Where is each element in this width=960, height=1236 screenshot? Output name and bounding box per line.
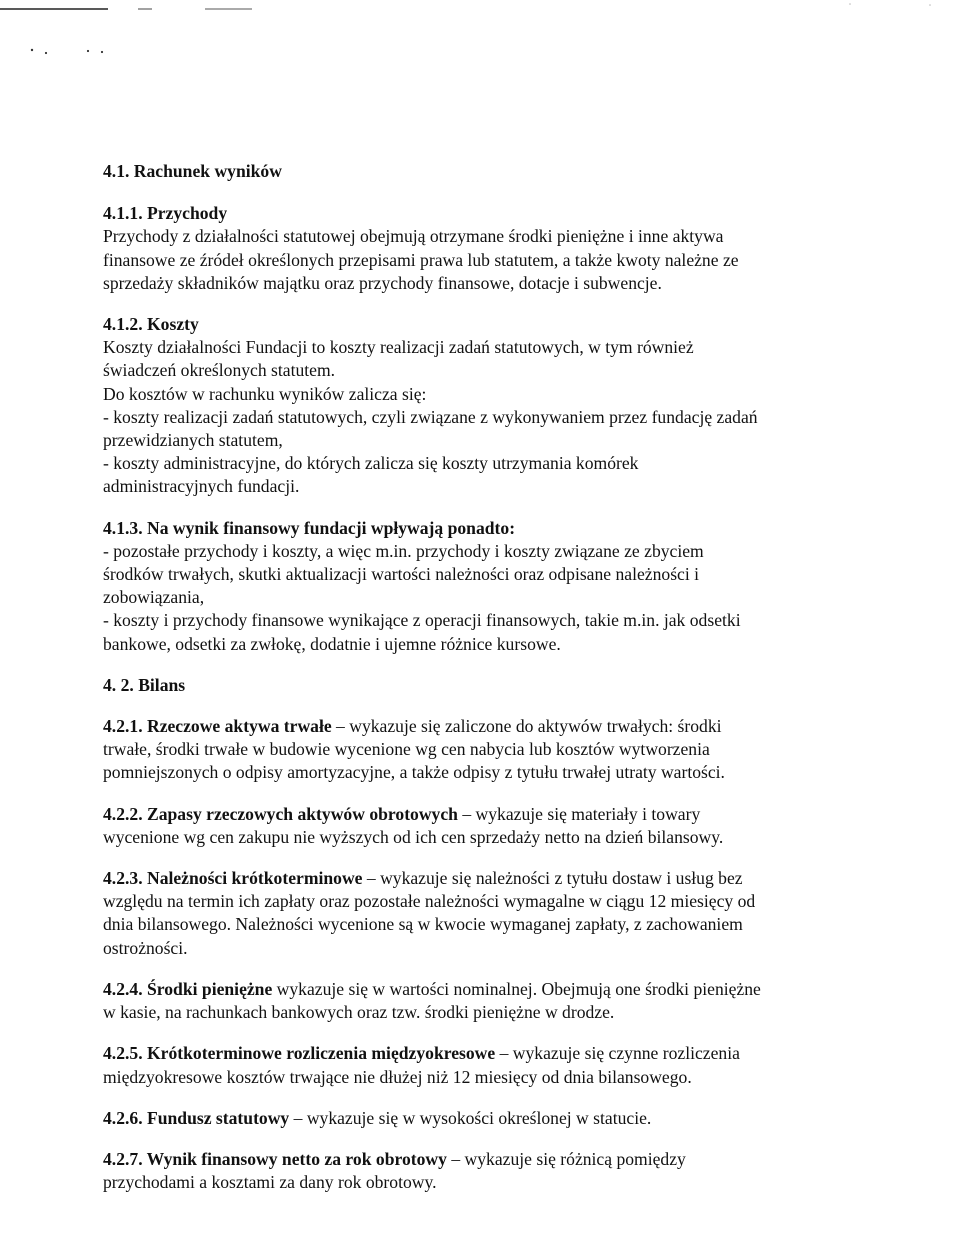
heading-4-2-4: 4.2.4. Środki pieniężne (103, 978, 273, 999)
section-4-1-2 (103, 313, 848, 499)
heading-4-2-3: 4.2.3. Należności krótkoterminowe (103, 868, 363, 889)
document-page (103, 160, 848, 1194)
section-4-2 (103, 674, 848, 697)
section-4-2-5 (103, 1042, 848, 1088)
text-line: administracyjnych fundacji. (103, 476, 300, 497)
text-line: - pozostałe przychody i koszty, a więc m.in. przychody i koszty związane ze zbyciem (103, 540, 704, 561)
text-line (103, 715, 848, 738)
heading-4-1-3: 4.1.3. Na wynik finansowy fundacji wpływają ponadto: (103, 517, 516, 538)
paragraph-4-2-5 (103, 1042, 848, 1088)
section-4-2-2 (103, 803, 848, 849)
text-run: – wykazuje się czynne rozliczenia (495, 1043, 740, 1064)
text-line (103, 867, 848, 890)
section-4-2-7 (103, 1148, 848, 1194)
text-line: względu na termin ich zapłaty oraz pozostałe należności wymagalne w ciągu 12 miesięcy od (103, 891, 756, 912)
heading-4-1: 4.1. Rachunek wyników (103, 161, 282, 181)
text-line: wycenione wg cen zakupu nie wyższych od ich cen sprzedaży netto na dzień bilansowy. (103, 826, 724, 847)
text-line: międzyokresowe kosztów trwające nie dłużej niż 12 miesięcy od dnia bilansowego. (103, 1066, 692, 1087)
section-4-1 (103, 160, 848, 183)
text-run: – wykazuje się materiały i towary (457, 803, 701, 824)
text-line: przewidzianych statutem, (103, 430, 283, 451)
paragraph-4-1-2 (103, 336, 848, 498)
section-4-2-6 (103, 1107, 848, 1130)
text-run: – wykazuje się różnicą pomiędzy (446, 1148, 686, 1169)
scan-artifact-top (0, 0, 960, 60)
section-4-2-4 (103, 978, 848, 1024)
text-line: środków trwałych, skutki aktualizacji wartości należności oraz odpisane należności i (103, 564, 700, 585)
paragraph-4-2-4 (103, 978, 848, 1024)
text-line: trwałe, środki trwałe w budowie wycenione wg cen nabycia lub kosztów wytworzenia (103, 739, 710, 760)
paragraph-4-2-7 (103, 1148, 848, 1194)
heading-4-2-2: 4.2.2. Zapasy rzeczowych aktywów obrotowych (103, 803, 458, 824)
paragraph-4-2-6 (103, 1107, 848, 1130)
heading-4-2: 4. 2. Bilans (103, 674, 186, 695)
text-run: – wykazuje się w wysokości określonej w statucie. (289, 1107, 652, 1128)
heading-4-2-6: 4.2.6. Fundusz statutowy (103, 1107, 290, 1128)
text-line (103, 803, 848, 826)
section-4-2-1 (103, 715, 848, 785)
text-line (103, 978, 848, 1001)
text-line: bankowe, odsetki za zwłokę, dodatnie i ujemne różnice kursowe. (103, 633, 561, 654)
text-line: zobowiązania, (103, 587, 205, 608)
section-4-1-1 (103, 202, 848, 295)
section-4-1-3 (103, 517, 848, 656)
text-line: ostrożności. (103, 937, 188, 958)
text-line (103, 1042, 848, 1065)
text-line (103, 1148, 848, 1171)
heading-4-2-1: 4.2.1. Rzeczowe aktywa trwałe (103, 716, 332, 737)
text-line: pomniejszonych o odpisy amortyzacyjne, a także odpisy z tytułu trwałej utraty wartości. (103, 762, 725, 783)
text-line: przychodami a kosztami za dany rok obrotowy. (103, 1172, 437, 1193)
paragraph-4-2-1 (103, 715, 848, 785)
paragraph-4-1-1 (103, 225, 848, 295)
heading-4-2-5: 4.2.5. Krótkoterminowe rozliczenia międzyokresowe (103, 1043, 496, 1064)
section-4-2-3 (103, 867, 848, 960)
text-line: - koszty i przychody finansowe wynikające z operacji finansowych, takie m.in. jak odsetki (103, 610, 741, 631)
text-line: finansowe ze źródeł określonych przepisami prawa lub statutem, a także kwoty należne ze (103, 249, 739, 270)
text-line: w kasie, na rachunkach bankowych oraz tzw. środki pieniężne w drodze. (103, 1002, 615, 1023)
text-line: - koszty administracyjne, do których zalicza się koszty utrzymania komórek (103, 453, 639, 474)
paragraph-4-1-3 (103, 540, 848, 656)
text-run: wykazuje się w wartości nominalnej. Obejmują one środki pieniężne (272, 978, 761, 999)
heading-4-2-7: 4.2.7. Wynik finansowy netto za rok obrotowy (103, 1148, 447, 1169)
heading-4-1-2: 4.1.2. Koszty (103, 314, 199, 335)
text-line: - koszty realizacji zadań statutowych, czyli związane z wykonywaniem przez fundację zadań (103, 406, 758, 427)
heading-4-1-1: 4.1.1. Przychody (103, 203, 228, 224)
text-run: – wykazuje się należności z tytułu dostaw i usług bez (362, 868, 743, 889)
text-line: Do kosztów w rachunku wyników zalicza się: (103, 383, 427, 404)
text-line (103, 1107, 848, 1130)
paragraph-4-2-3 (103, 867, 848, 960)
text-line: Koszty działalności Fundacji to koszty realizacji zadań statutowych, w tym również (103, 337, 694, 358)
text-line: dnia bilansowego. Należności wycenione są w kwocie wymaganej zapłaty, z zachowaniem (103, 914, 743, 935)
text-run: – wykazuje się zaliczone do aktywów trwałych: środki (331, 716, 722, 737)
text-line: świadczeń określonych statutem. (103, 360, 336, 381)
text-line: Przychody z działalności statutowej obejmują otrzymane środki pieniężne i inne aktywa (103, 226, 724, 247)
text-line: sprzedaży składników majątku oraz przychody finansowe, dotacje i subwencje. (103, 272, 662, 293)
paragraph-4-2-2 (103, 803, 848, 849)
